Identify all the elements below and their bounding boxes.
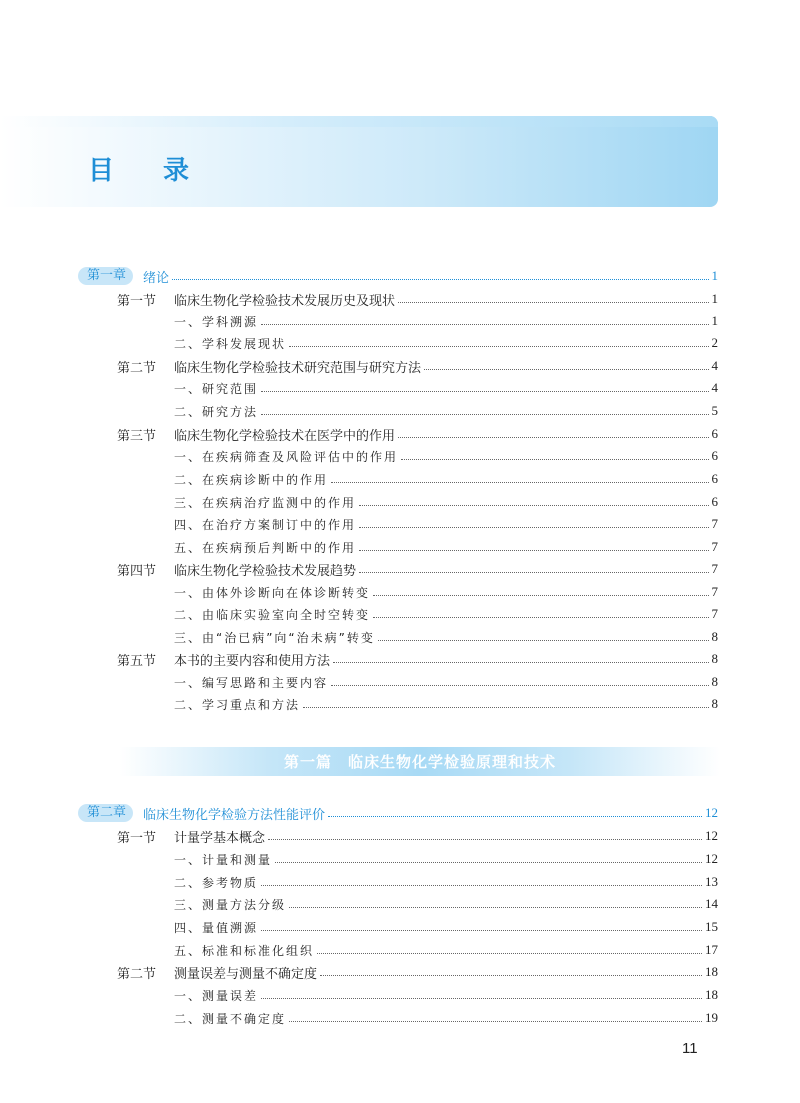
subsection-title: 一、研究范围: [174, 381, 259, 396]
dot-leader: [261, 885, 702, 886]
dot-leader: [261, 324, 708, 325]
subsection-title: 五、标准和标准化组织: [174, 943, 315, 958]
dot-leader: [320, 975, 702, 976]
page-ref: 8: [711, 696, 718, 711]
section-title: 临床生物化学检验技术在医学中的作用: [174, 428, 396, 444]
dot-leader: [268, 839, 702, 840]
dot-leader: [378, 640, 709, 641]
subsection-title: 三、在疾病治疗监测中的作用: [174, 495, 357, 510]
dot-leader: [275, 862, 702, 863]
section-title: 测量误差与测量不确定度: [174, 966, 318, 982]
toc-chapter[interactable]: [78, 265, 718, 287]
dot-leader: [303, 707, 708, 708]
page-ref: 7: [711, 516, 718, 531]
dot-leader: [289, 1021, 702, 1022]
section-title: 本书的主要内容和使用方法: [174, 653, 331, 669]
toc-section[interactable]: [117, 558, 718, 580]
toc-subsection[interactable]: [174, 581, 718, 603]
dot-leader: [317, 953, 702, 954]
subsection-title: 二、参考物质: [174, 875, 259, 890]
page-ref: 14: [705, 896, 718, 911]
section-label: 第二节: [117, 966, 157, 982]
subsection-title: 二、在疾病诊断中的作用: [174, 472, 329, 487]
chapter-title: 临床生物化学检验方法性能评价: [143, 807, 326, 823]
subsection-title: 三、由“治已病”向“治未病”转变: [174, 630, 375, 645]
page-ref: 18: [705, 964, 718, 979]
page-ref: 6: [711, 426, 718, 441]
subsection-title: 一、学科溯源: [174, 314, 259, 329]
subsection-title: 二、研究方法: [174, 404, 259, 419]
dot-leader: [331, 685, 708, 686]
dot-leader: [328, 816, 702, 817]
dot-leader: [401, 459, 708, 460]
subsection-title: 一、在疾病筛查及风险评估中的作用: [174, 449, 399, 464]
page-ref: 1: [711, 291, 718, 306]
section-label: 第三节: [117, 428, 157, 444]
dot-leader: [289, 907, 702, 908]
page-ref: 4: [711, 380, 718, 395]
section-title: 计量学基本概念: [174, 830, 266, 846]
page-ref: 7: [711, 606, 718, 621]
dot-leader: [289, 346, 708, 347]
dot-leader: [333, 662, 708, 663]
subsection-title: 一、由体外诊断向在体诊断转变: [174, 585, 371, 600]
subsection-title: 四、量值溯源: [174, 920, 259, 935]
toc-subsection[interactable]: [174, 468, 718, 490]
toc-subsection[interactable]: [174, 1007, 718, 1029]
page-ref: 12: [705, 851, 718, 866]
toc-section[interactable]: [117, 648, 718, 670]
subsection-title: 一、编写思路和主要内容: [174, 675, 329, 690]
toc-subsection[interactable]: [174, 939, 718, 961]
part-title: 第一篇 临床生物化学检验原理和技术: [283, 753, 556, 771]
toc-subsection[interactable]: [174, 400, 718, 422]
page-ref: 12: [705, 828, 718, 843]
toc-subsection[interactable]: [174, 871, 718, 893]
toc-subsection[interactable]: [174, 310, 718, 332]
page-ref: 13: [705, 874, 718, 889]
chapter-label: 第一章: [78, 267, 133, 285]
toc-section[interactable]: [117, 288, 718, 310]
section-title: 临床生物化学检验技术发展趋势: [174, 563, 357, 579]
toc-subsection[interactable]: [174, 377, 718, 399]
toc-subsection[interactable]: [174, 893, 718, 915]
dot-leader: [398, 437, 708, 438]
toc-subsection[interactable]: [174, 984, 718, 1006]
page-ref: 7: [711, 561, 718, 576]
page-ref: 8: [711, 651, 718, 666]
subsection-title: 二、由临床实验室向全时空转变: [174, 607, 371, 622]
dot-leader: [359, 505, 708, 506]
subsection-title: 四、在治疗方案制订中的作用: [174, 517, 357, 532]
page-number: 11: [682, 1040, 698, 1057]
page-ref: 7: [711, 539, 718, 554]
subsection-title: 二、学科发展现状: [174, 336, 287, 351]
toc-subsection[interactable]: [174, 693, 718, 715]
page-ref: 1: [711, 313, 718, 328]
section-label: 第一节: [117, 830, 157, 846]
toc-section[interactable]: [117, 961, 718, 983]
dot-leader: [359, 527, 708, 528]
subsection-title: 一、计量和测量: [174, 852, 273, 867]
page-ref: 2: [711, 335, 718, 350]
toc-subsection[interactable]: [174, 491, 718, 513]
page-ref: 8: [711, 674, 718, 689]
toc-section[interactable]: [117, 825, 718, 847]
toc-subsection[interactable]: [174, 536, 718, 558]
toc-chapter[interactable]: [78, 802, 718, 824]
subsection-title: 一、测量误差: [174, 988, 259, 1003]
dot-leader: [172, 279, 708, 280]
dot-leader: [359, 572, 708, 573]
dot-leader: [261, 414, 708, 415]
page-ref: 4: [711, 358, 718, 373]
dot-leader: [261, 391, 708, 392]
subsection-title: 五、在疾病预后判断中的作用: [174, 540, 357, 555]
toc-subsection[interactable]: [174, 916, 718, 938]
page-ref: 6: [711, 471, 718, 486]
page-ref: 19: [705, 1010, 718, 1025]
toc-subsection[interactable]: [174, 332, 718, 354]
dot-leader: [373, 595, 708, 596]
page-title: 目 录: [88, 156, 210, 186]
dot-leader: [359, 550, 708, 551]
page-ref: 6: [711, 448, 718, 463]
page-ref: 7: [711, 584, 718, 599]
dot-leader: [373, 617, 708, 618]
toc-subsection[interactable]: [174, 671, 718, 693]
dot-leader: [331, 482, 708, 483]
page-ref: 5: [711, 403, 718, 418]
dot-leader: [398, 302, 708, 303]
toc-section[interactable]: [117, 423, 718, 445]
section-label: 第五节: [117, 653, 157, 669]
dot-leader: [261, 930, 702, 931]
page-ref: 12: [705, 805, 718, 820]
section-label: 第四节: [117, 563, 157, 579]
toc-section[interactable]: [117, 355, 718, 377]
chapter-label: 第二章: [78, 804, 133, 822]
page-ref: 8: [711, 629, 718, 644]
page-ref: 6: [711, 494, 718, 509]
section-title: 临床生物化学检验技术研究范围与研究方法: [174, 360, 422, 376]
subsection-title: 二、学习重点和方法: [174, 697, 301, 712]
page-ref: 15: [705, 919, 718, 934]
page-ref: 18: [705, 987, 718, 1002]
dot-leader: [261, 998, 702, 999]
page-ref: 17: [705, 942, 718, 957]
page-ref: 1: [711, 268, 718, 283]
dot-leader: [424, 369, 708, 370]
section-title: 临床生物化学检验技术发展历史及现状: [174, 293, 396, 309]
subsection-title: 二、测量不确定度: [174, 1011, 287, 1026]
toc-subsection[interactable]: [174, 603, 718, 625]
toc-subsection[interactable]: [174, 626, 718, 648]
chapter-title: 绪论: [143, 270, 170, 286]
section-label: 第二节: [117, 360, 157, 376]
toc-subsection[interactable]: [174, 848, 718, 870]
toc-subsection[interactable]: [174, 513, 718, 535]
subsection-title: 三、测量方法分级: [174, 897, 287, 912]
section-label: 第一节: [117, 293, 157, 309]
toc-subsection[interactable]: [174, 445, 718, 467]
part-banner[interactable]: [120, 747, 720, 776]
